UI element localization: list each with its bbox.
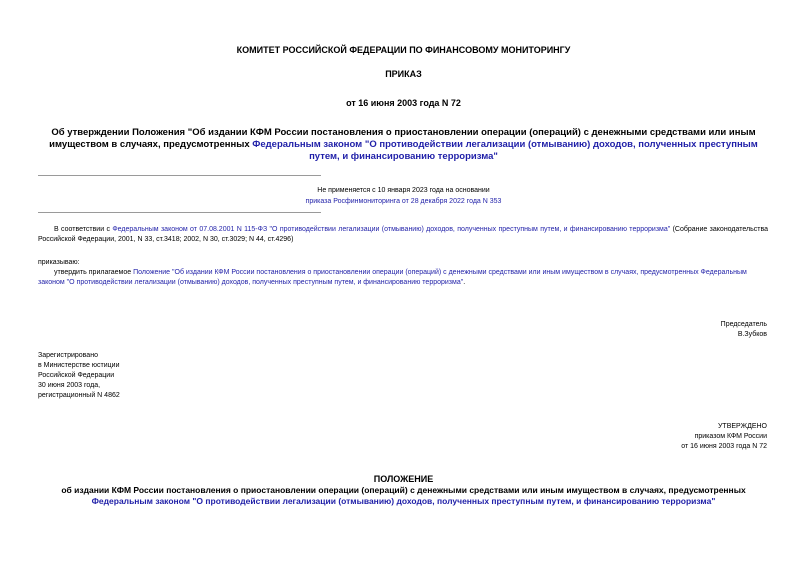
separator-top <box>38 175 321 176</box>
document-date-number: от 16 июня 2003 года N 72 <box>346 98 461 108</box>
order-paragraph <box>38 268 770 288</box>
order-prefix: утвердить прилагаемое <box>54 269 134 276</box>
registration-line: регистрационный N 4862 <box>38 392 120 399</box>
approved-line: приказом КФМ России <box>694 433 767 440</box>
approved-line: УТВЕРЖДЕНО <box>717 423 767 430</box>
order-suffix: . <box>463 279 466 286</box>
federal-law-link[interactable]: Федеральным законом от 07.08.2001 N 115-ФЗ "О противодействии легализации (отмыванию) доходов, полученных преступным путем, и финансированию терроризма" <box>112 226 671 233</box>
document-type: ПРИКАЗ <box>385 69 422 79</box>
committee-name: КОМИТЕТ РОССИЙСКОЙ ФЕДЕРАЦИИ ПО ФИНАНСОВОМУ МОНИТОРИНГУ <box>236 45 571 55</box>
document-title <box>40 127 767 163</box>
title-text: Об утверждении Положения "Об издании КФМ России постановления о приостановлении операции (операций) с денежными средствами или иным имуществом в случаях, предусмотренных <box>49 127 756 150</box>
registration-line: в Министерстве юстиции <box>38 362 120 369</box>
preamble-paragraph <box>38 225 768 245</box>
regulation-subtitle-text: об издании КФМ России постановления о приостановлении операции (операций) с денежными средствами или иным имуществом в случаях, предусмотренных <box>61 485 746 495</box>
signature-name: В.Зубков <box>737 331 767 338</box>
registration-line: 30 июня 2003 года, <box>38 382 101 389</box>
order-keyword: приказываю: <box>38 259 80 266</box>
notice-link[interactable]: приказа Росфинмониторинга от 28 декабря 2022 года N 353 <box>305 198 502 205</box>
signature-role: Председатель <box>720 321 767 328</box>
registration-line: Российской Федерации <box>38 372 115 379</box>
separator-bottom <box>38 212 321 213</box>
registration-line: Зарегистрировано <box>38 352 98 359</box>
preamble-prefix: В соответствии с <box>54 226 113 233</box>
approved-block <box>681 422 767 452</box>
regulation-law-link[interactable]: Федеральным законом "О противодействии легализации (отмыванию) доходов, полученных преступным путем, и финансированию терроризма" <box>91 496 716 506</box>
registration-block <box>38 351 120 401</box>
notice-line: Не применяется с 10 января 2023 года на основании <box>317 187 490 194</box>
regulation-link[interactable]: Положение "Об издании КФМ России постановления о приостановлении операции (операций) с денежными средствами или иным имуществом в случаях, предусмотренных Федеральным законом "О противодействии легализации (отмыванию) доходов, полученных преступным путем, и финансированию терроризма" <box>38 269 747 286</box>
approved-line: от 16 июня 2003 года N 72 <box>681 443 767 450</box>
regulation-heading: ПОЛОЖЕНИЕ <box>373 474 434 484</box>
title-law-link[interactable]: Федеральным законом "О противодействии легализации (отмыванию) доходов, полученных преступным путем, и финансированию терроризма" <box>252 139 758 162</box>
regulation-subtitle <box>20 485 787 507</box>
preamble-suffix: (Собрание законодательства Российской Федерации, 2001, N 33, ст.3418; 2002, N 30, ст.3029; N 44, ст.4296) <box>38 226 769 243</box>
